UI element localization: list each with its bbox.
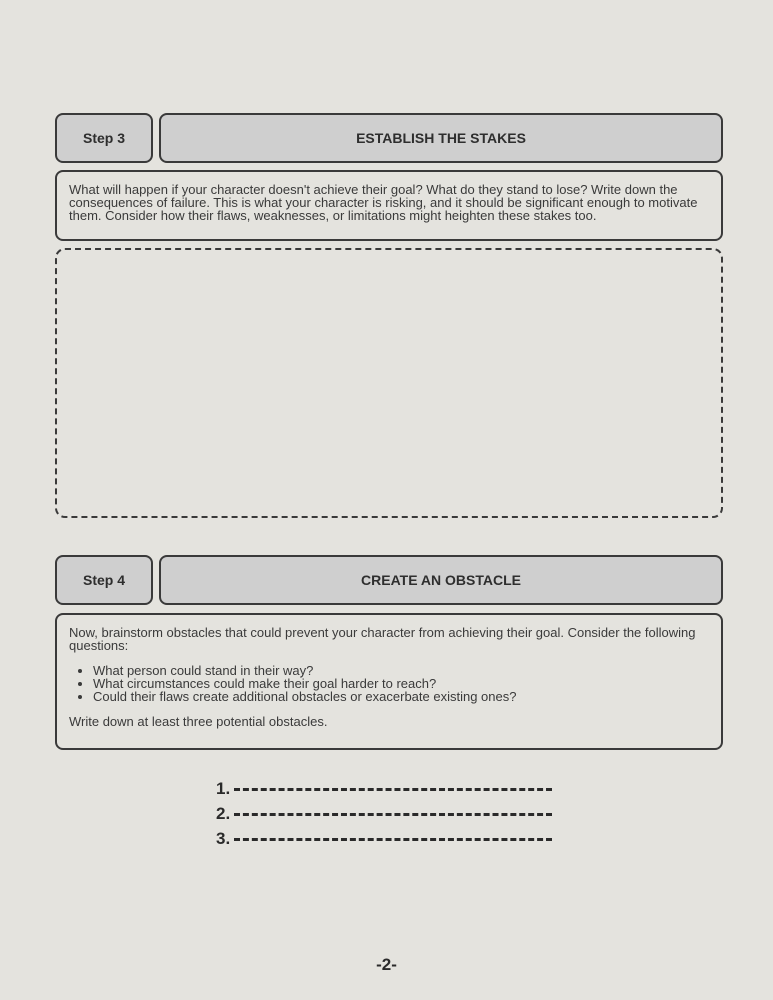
answer-number: 2. xyxy=(216,804,231,823)
step3-description-box xyxy=(55,170,723,241)
step4-question: • Could their flaws create additional obstacles or exacerbate existing ones? xyxy=(93,690,709,703)
step4-label-text: Step 4 xyxy=(82,572,125,588)
step3-label xyxy=(55,113,153,163)
step3-writing-area[interactable] xyxy=(55,248,723,518)
step4-closing: Write down at least three potential obstacles. xyxy=(69,714,328,729)
step4-title xyxy=(159,555,723,605)
answer-blank xyxy=(234,813,552,816)
step4-title-text: CREATE AN OBSTACLE xyxy=(361,572,521,588)
answer-line-2[interactable] xyxy=(216,801,552,826)
page-number: -2- xyxy=(376,955,397,974)
step4-question-list xyxy=(69,664,709,703)
answer-number: 1. xyxy=(216,779,231,798)
step4-question: • What person could stand in their way? xyxy=(93,664,709,677)
step3-label-text: Step 3 xyxy=(82,130,125,146)
answer-blank xyxy=(234,838,552,841)
step3-description: What will happen if your character doesn't achieve their goal? What do they stand to lose? Write down the consequences of failure. This is what your character is risking, and it should be significant enough to motivate them. Consider how their flaws, weaknesses, or limitations might heighten these stakes too. xyxy=(69,182,698,223)
step4-intro: Now, brainstorm obstacles that could prevent your character from achieving their goal. Consider the following questions: xyxy=(69,625,696,653)
step4-description-box xyxy=(55,613,723,750)
answer-blank xyxy=(234,788,552,791)
answer-line-3[interactable] xyxy=(216,826,552,851)
step4-question: • What circumstances could make their goal harder to reach? xyxy=(93,677,709,690)
answer-lines xyxy=(216,776,552,851)
step4-label xyxy=(55,555,153,605)
step3-title-text: ESTABLISH THE STAKES xyxy=(356,130,526,146)
step3-title xyxy=(159,113,723,163)
answer-line-1[interactable] xyxy=(216,776,552,801)
answer-number: 3. xyxy=(216,829,231,848)
